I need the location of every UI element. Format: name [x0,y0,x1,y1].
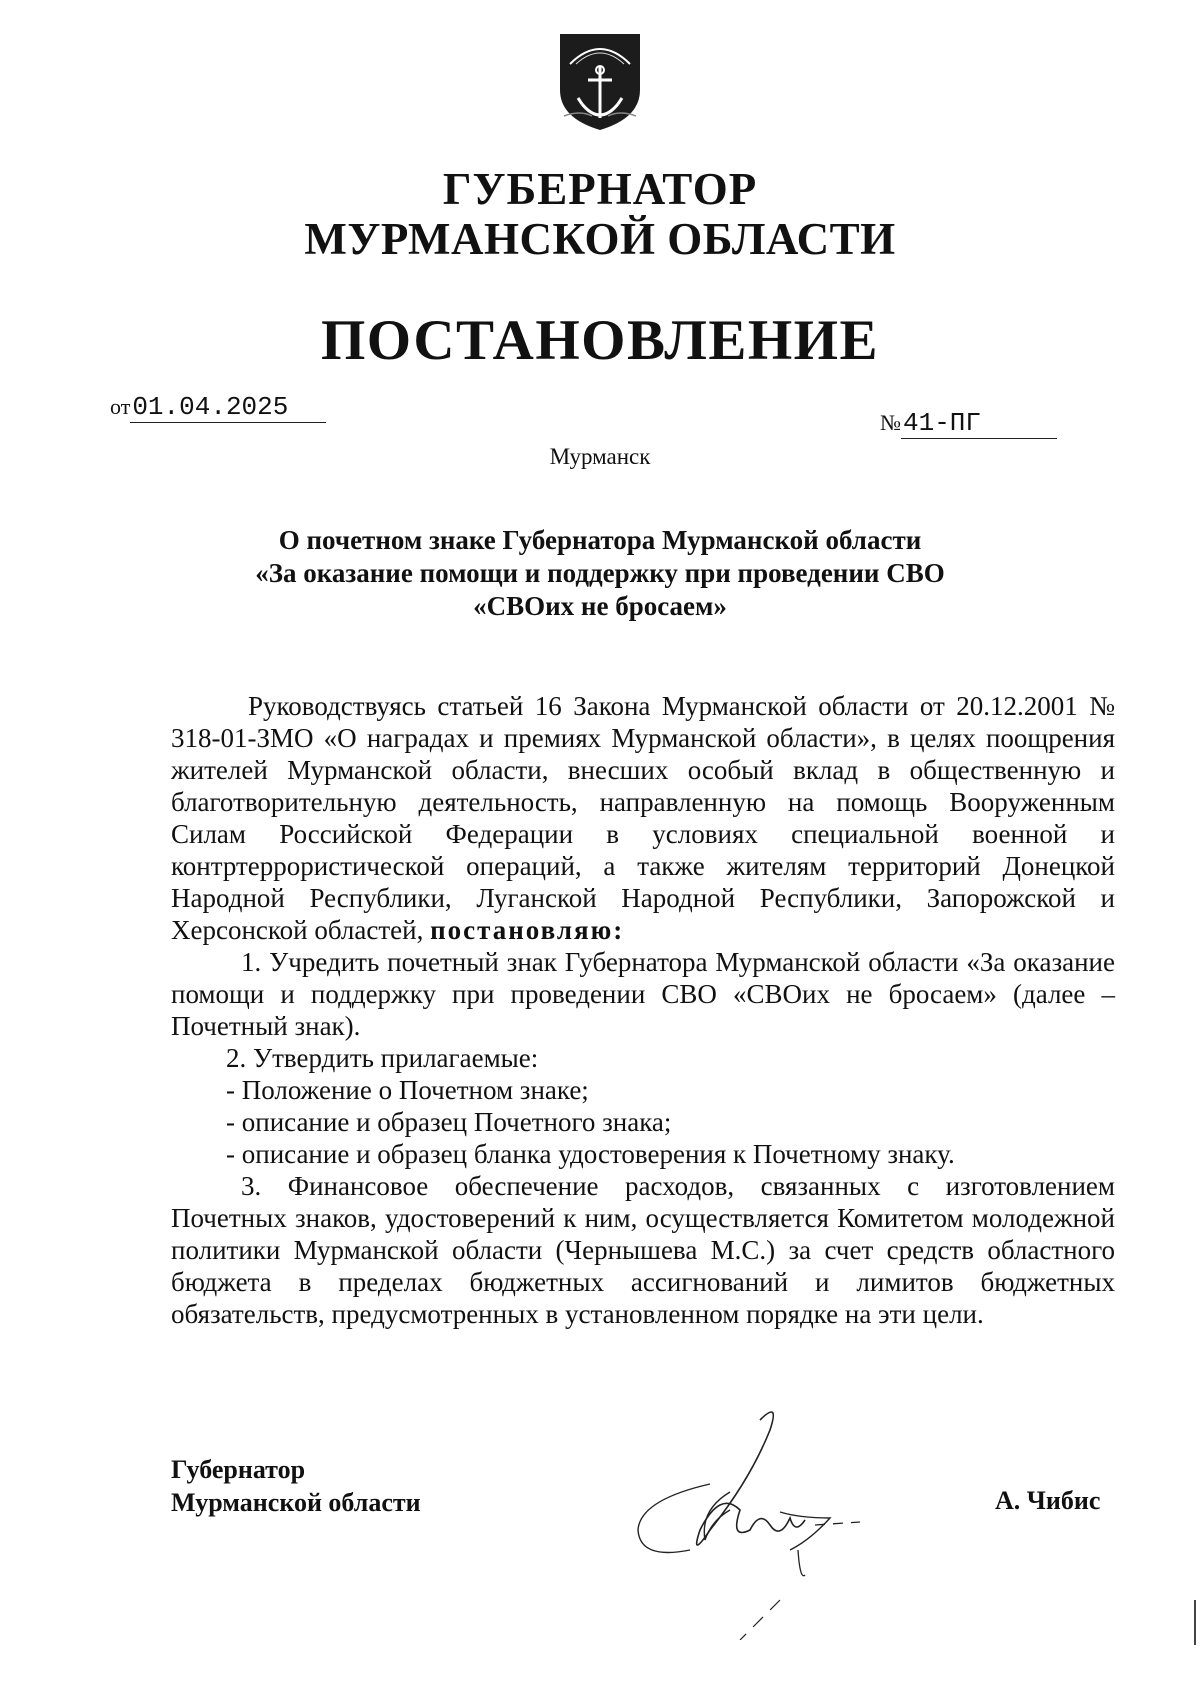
signatory-title [171,1453,421,1519]
document-date [110,392,326,423]
document-subject [0,524,1200,623]
document-body [171,690,1115,1330]
item-2: 2. Утвердить прилагаемые: [226,1043,539,1073]
subject-line: О почетном знаке Губернатора Мурманской области [278,525,922,555]
signatory-title-line: Губернатор [171,1455,306,1484]
resolve-word: постановляю: [430,915,625,945]
signatory-name: А. Чибис [995,1486,1101,1515]
item-2-sub-2: - описание и образец Почетного знака; [226,1107,672,1137]
intro-paragraph [171,690,1115,946]
issuer-region: МУРМАНСКОЙ ОБЛАСТИ [304,214,896,264]
number-value: 41-ПГ [901,408,1057,439]
intro-text: Руководствуясь статьей 16 Закона Мурманской области от 20.12.2001 № 318-01-ЗМО «О наградах и премиях Мурманской области», в целях поощрения жителей Мурманской области, внесших особый вклад в общественную и благотворительную деятельность, направленную на помощь Вооруженным Силам Российской Федерации в условиях специальной военной и контртеррористической операций, а также жителям территорий Донецкой Народной Республики, Луганской Народной Республики, Запорожской и Херсонской областей, [171,691,1115,945]
signatory-title-line: Мурманской области [171,1488,421,1517]
subject-line: «СВОих не бросаем» [473,591,727,621]
item-3: 3. Финансовое обеспечение расходов, связанных с изготовлением Почетных знаков, удостоверений к ним, осуществляется Комитетом молодежной политики Мурманской области (Чернышева М.С.) за счет средств областного бюджета в пределах бюджетных ассигнований и лимитов бюджетных обязательств, предусмотренных в установленном порядке на эти цели. [171,1171,1115,1329]
coat-of-arms-emblem [556,30,644,132]
document-type: ПОСТАНОВЛЕНИЕ [320,309,880,372]
date-prefix: от [110,394,131,419]
item-2-sub-1: - Положение о Почетном знаке; [226,1075,589,1105]
handwritten-signature [630,1400,930,1640]
issuer-title: ГУБЕРНАТОР [442,164,758,214]
item-1: 1. Учредить почетный знак Губернатора Мурманской области «За оказание помощи и поддержку при проведении СВО «СВОих не бросаем» (далее – Почетный знак). [171,947,1115,1041]
number-prefix: № [880,410,901,435]
date-value: 01.04.2025 [130,392,326,423]
subject-line: «За оказание помощи и поддержку при проведении СВО [255,558,945,588]
scan-edge-mark [1194,1600,1196,1645]
city: Мурманск [549,444,651,469]
document-number [880,408,1057,439]
item-2-sub-3: - описание и образец бланка удостоверения к Почетному знаку. [226,1139,955,1169]
